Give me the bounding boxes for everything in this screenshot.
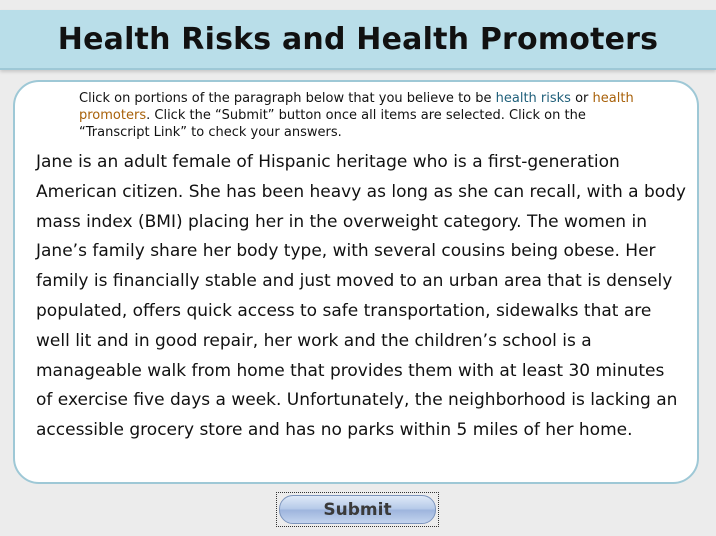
paragraph-segment[interactable]: Her family is financially stable and just moved to an urban area that is densely populated, offers quick access to safe transportation, sidewalks that are well lit and in good repair, her work and the children’s school is a manageable walk from home that provides them with at least 30 minutes of exercise five days a week. (36, 241, 673, 411)
paragraph-segment[interactable]: Jane is an adult female of Hispanic heritage who is a first-generation American citizen. (36, 152, 620, 202)
page-title: Health Risks and Health Promoters (57, 21, 659, 57)
instructions (79, 90, 649, 141)
instructions-text-1: Click on portions of the paragraph below that you believe to be (79, 91, 496, 106)
health-promoters-label: health promoters (79, 91, 634, 123)
paragraph-segment[interactable]: She has been heavy as long as she can recall, with a body mass index (BMI) placing her in the overweight category. (36, 181, 686, 232)
instructions-text-3: . Click the “Submit” button once all items are selected. Click on the “Transcript Link” to check your answers. (79, 108, 586, 140)
submit-button[interactable]: Submit (279, 495, 436, 524)
case-paragraph (36, 148, 686, 446)
paragraph-segment[interactable]: Unfortunately, the neighborhood is lacking an accessible grocery store and has no parks within 5 miles of her home. (36, 390, 678, 441)
instructions-text-2: or (570, 91, 593, 106)
paragraph-segment[interactable]: The women in Jane’s family share her body type, with several cousins being obese. (36, 211, 647, 262)
content-card (13, 80, 699, 484)
submit-focus-outline (276, 492, 439, 527)
title-bar (0, 10, 716, 70)
health-risks-label: health risks (495, 91, 571, 106)
